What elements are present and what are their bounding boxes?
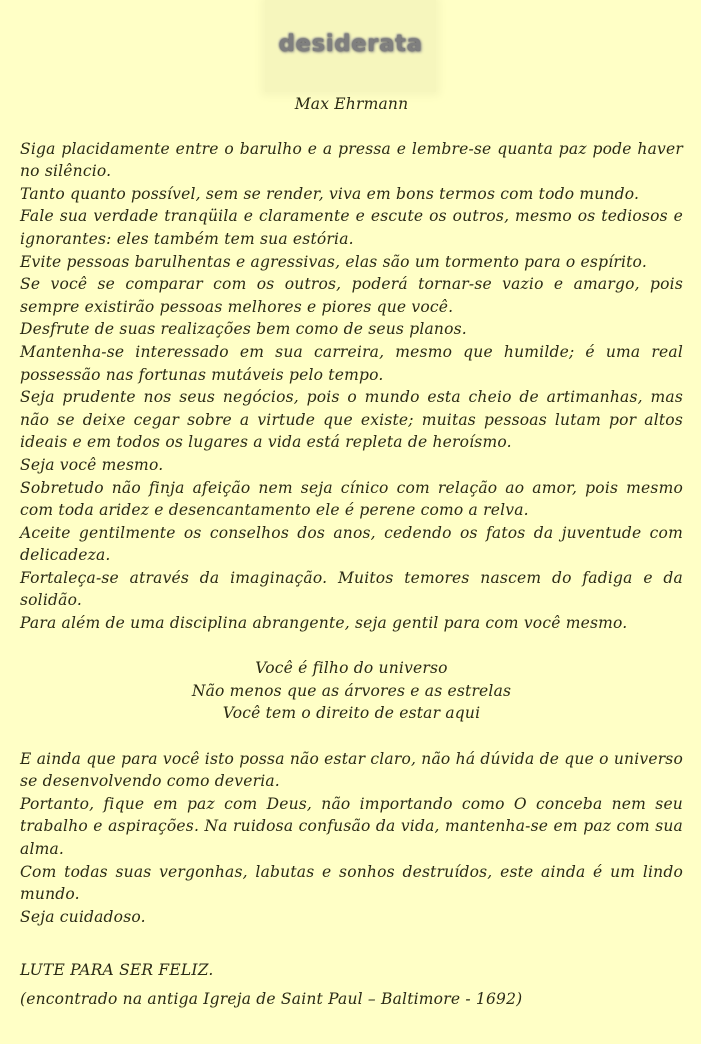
paragraph: Tanto quanto possível, sem se render, viva em bons termos com todo mundo. <box>20 184 640 203</box>
center-line: Você é filho do universo <box>255 659 448 678</box>
paragraph: Fale sua verdade tranqüila e claramente e escute os outros, mesmo os tediosos e ignorantes: eles também tem sua estória. <box>20 207 683 248</box>
paragraph: Siga placidamente entre o barulho e a pressa e lembre-se quanta paz pode haver no silêncio. <box>20 139 683 181</box>
paragraph: Sobretudo não finja afeição nem seja cínico com relação ao amor, pois mesmo com toda aridez e desencantamento ele é perene como a relva. <box>20 478 683 520</box>
header-logo <box>265 0 436 92</box>
paragraph: Com todas suas vergonhas, labutas e sonhos destruídos, este ainda é um lindo mundo. <box>20 862 683 904</box>
paragraph: Portanto, fique em paz com Deus, não importando como O conceba nem seu trabalho e aspirações. Na ruidosa confusão da vida, mantenha-se em paz com sua alma. <box>20 794 683 858</box>
paragraph: Seja cuidadoso. <box>20 907 146 926</box>
paragraph: Mantenha-se interessado em sua carreira, mesmo que humilde; é uma real possessão nas fortunas mutáveis pelo tempo. <box>20 342 683 384</box>
paragraph: Se você se comparar com os outros, poderá tornar-se vazio e amargo, pois sempre existirão pessoas melhores e piores que você. <box>20 275 683 316</box>
poem-body <box>20 93 683 1010</box>
paragraph: E ainda que para você isto possa não estar claro, não há dúvida de que o universo se desenvolvendo como deveria. <box>20 749 683 791</box>
paragraph: Evite pessoas barulhentas e agressivas, elas são um tormento para o espírito. <box>20 252 647 271</box>
paragraph: Desfrute de suas realizações bem como de seus planos. <box>20 320 467 339</box>
author-name: Max Ehrmann <box>294 95 409 113</box>
logo-text: desiderata <box>278 31 423 57</box>
spacer <box>20 725 683 748</box>
paragraph: Aceite gentilmente os conselhos dos anos, cedendo os fatos da juventude com delicadeza. <box>20 523 683 565</box>
paragraph: Seja você mesmo. <box>20 455 164 474</box>
paragraph: Seja prudente nos seus negócios, pois o mundo esta cheio de artimanhas, mas não se deixe cegar sobre a virtude que existe; muitas pessoas lutam por altos ideais e em todos os lugares a vida está repleta de heroísmo. <box>20 388 683 452</box>
center-line: Você tem o direito de estar aqui <box>222 704 481 723</box>
closing-line: LUTE PARA SER FELIZ. <box>20 960 214 979</box>
paragraph: Para além de uma disciplina abrangente, seja gentil para com você mesmo. <box>20 614 628 633</box>
spacer <box>20 928 683 951</box>
paragraph: Fortaleça-se através da imaginação. Muitos temores nascem do fadiga e da solidão. <box>20 568 683 610</box>
center-line: Não menos que as árvores e as estrelas <box>191 681 512 700</box>
source-note: (encontrado na antiga Igreja de Saint Paul – Baltimore - 1692) <box>20 989 523 1008</box>
spacer <box>20 635 683 658</box>
